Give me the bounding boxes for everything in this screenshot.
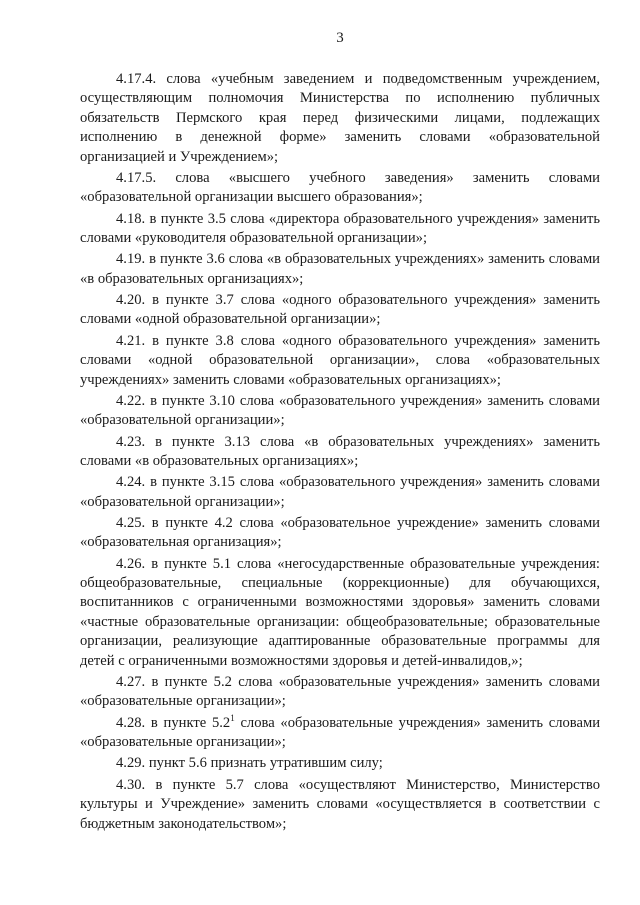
paragraph-4-25: 4.25. в пункте 4.2 слова «образовательное учреждение» заменить словами «образовательная организация»; <box>80 514 600 551</box>
paragraph-4-18: 4.18. в пункте 3.5 слова «директора образовательного учреждения» заменить словами «руководителя образовательной организации»; <box>80 210 600 247</box>
paragraph-4-21: 4.21. в пункте 3.8 слова «одного образовательного учреждения» заменить словами «одной образовательной организации», слова «образовательных учреждениях» заменить словами «образовательных организациях»; <box>80 332 600 388</box>
document-page <box>80 28 600 834</box>
paragraph-4-19: 4.19. в пункте 3.6 слова «в образовательных учреждениях» заменить словами «в образовательных организациях»; <box>80 251 600 287</box>
paragraph-4-23: 4.23. в пункте 3.13 слова «в образовательных учреждениях» заменить словами «в образовательных организациях»; <box>80 433 600 469</box>
paragraph-4-28 <box>80 714 600 753</box>
paragraph-4-29: 4.29. пункт 5.6 признать утратившим силу; <box>116 755 383 772</box>
paragraph-4-26: 4.26. в пункте 5.1 слова «негосударственные образовательные учреждения: общеобразовательные, специальные (коррекционные) для обучающихся, воспитанников с ограниченными возможностями здоровья» заменить словами «частные образовательные организации: общеобразовательные; образовательные организации, реализующие адаптированные образовательные программы для детей с ограниченными возможностями здоровья и детей-инвалидов,»; <box>80 555 600 669</box>
superscript-marker: 1 <box>230 712 235 723</box>
paragraph-4-17-4: 4.17.4. слова «учебным заведением и подведомственным учреждением, осуществляющим полномочия Министерства по исполнению публичных обязательств Пермского края перед физическими лицами, подлежащих исполнению в денежной форме» заменить словами «образовательной организацией и Учреждением»; <box>80 71 600 165</box>
paragraph-4-30: 4.30. в пункте 5.7 слова «осуществляют Министерство, Министерство культуры и Учреждение» заменить словами «осуществляется в соответствии с бюджетным законодательством»; <box>80 776 600 832</box>
paragraph-4-24: 4.24. в пункте 3.15 слова «образовательного учреждения» заменить словами «образовательной организации»; <box>80 474 600 510</box>
paragraph-4-17-5: 4.17.5. слова «высшего учебного заведения» заменить словами «образовательной организации высшего образования»; <box>80 169 600 206</box>
page-number: 3 <box>336 30 344 46</box>
paragraph-4-28-before: 4.28. в пункте 5.2 <box>116 714 231 731</box>
paragraph-4-28-after: слова «образовательные учреждения» заменить словами «образовательные организации»; <box>80 714 601 751</box>
paragraph-4-20: 4.20. в пункте 3.7 слова «одного образовательного учреждения» заменить словами «одной образовательной организации»; <box>80 292 600 328</box>
paragraph-4-27: 4.27. в пункте 5.2 слова «образовательные учреждения» заменить словами «образовательные организации»; <box>80 673 600 710</box>
paragraph-4-22: 4.22. в пункте 3.10 слова «образовательного учреждения» заменить словами «образовательной организации»; <box>80 392 600 429</box>
